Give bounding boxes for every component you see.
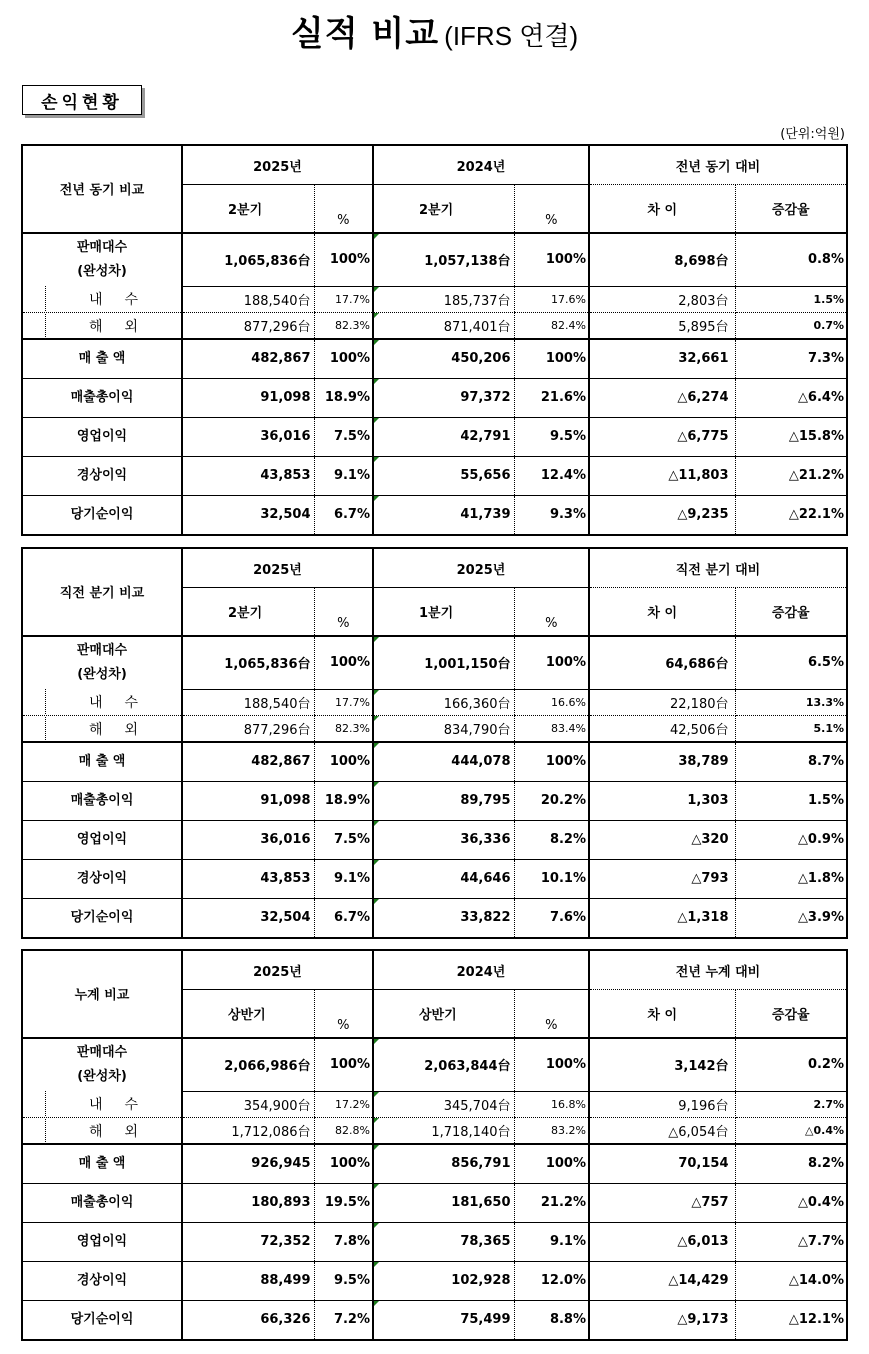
value-b: 102,928 xyxy=(373,1261,514,1300)
value-b: 444,078 xyxy=(373,742,514,782)
value-a: 188,540台 xyxy=(182,286,314,312)
rate-header: 증감율 xyxy=(735,588,847,636)
diff-value: △6,274 xyxy=(589,378,735,417)
col-b-year: 2025년 xyxy=(373,548,589,588)
col-a-year: 2025년 xyxy=(182,950,373,990)
row-label: 해외 xyxy=(22,1117,182,1144)
rate-value: △1.8% xyxy=(735,859,847,898)
pct-a: 17.7% xyxy=(314,286,373,312)
value-a: 43,853 xyxy=(182,859,314,898)
pct-b: 82.4% xyxy=(514,312,589,339)
value-b: 97,372 xyxy=(373,378,514,417)
row-label: 판매대수 (완성차) xyxy=(22,1038,182,1092)
title-sub: (IFRS 연결) xyxy=(444,21,579,51)
pct-b: 9.1% xyxy=(514,1222,589,1261)
pct-b: 10.1% xyxy=(514,859,589,898)
rate-value: △3.9% xyxy=(797,910,844,925)
pct-a: 6.7% xyxy=(314,495,373,535)
value-a: 1,065,836台 xyxy=(182,233,314,287)
rate-value: 8.7% xyxy=(735,742,847,782)
compare-header: 전년 동기 대비 xyxy=(589,145,847,185)
rate-value: 7.3% xyxy=(735,339,847,379)
table-row-domestic xyxy=(22,689,847,715)
pct-b: 83.4% xyxy=(514,715,589,742)
table-row xyxy=(22,495,847,535)
title-main: 실적 비교 xyxy=(290,14,440,54)
compare-header: 전년 누계 대비 xyxy=(589,950,847,990)
pct-b: 83.2% xyxy=(514,1117,589,1144)
row-label: 경상이익 xyxy=(22,456,182,495)
diff-value: 8,698台 xyxy=(589,233,735,287)
col-a-pct-header: % xyxy=(314,990,373,1038)
col-b-pct-header: % xyxy=(514,990,589,1038)
value-b: 89,795 xyxy=(373,781,514,820)
col-a-pct-header: % xyxy=(314,588,373,636)
value-b: 856,791 xyxy=(373,1144,514,1184)
pct-b: 12.4% xyxy=(514,456,589,495)
row-label: 매 출 액 xyxy=(22,339,182,379)
table-label: 누계 비교 xyxy=(22,950,182,1038)
col-a-year: 2025년 xyxy=(182,548,373,588)
value-b: 834,790台 xyxy=(373,715,514,742)
rate-value: △14.0% xyxy=(735,1261,847,1300)
diff-value: 22,180台 xyxy=(589,689,735,715)
pct-b: 100% xyxy=(514,339,589,379)
unit-note: (단위:억원) xyxy=(780,127,845,142)
row-label: 당기순이익 xyxy=(22,495,182,535)
rate-value: 13.3% xyxy=(735,689,847,715)
row-label: 매출총이익 xyxy=(22,781,182,820)
pct-b: 9.3% xyxy=(514,495,589,535)
pct-a: 9.1% xyxy=(314,859,373,898)
row-label: 내수 xyxy=(22,689,182,715)
value-b: 1,718,140台 xyxy=(373,1117,514,1144)
diff-value: △14,429 xyxy=(589,1261,735,1300)
table-row xyxy=(22,1144,847,1184)
pct-a: 18.9% xyxy=(314,378,373,417)
diff-value: △320 xyxy=(589,820,735,859)
value-a: 88,499 xyxy=(182,1261,314,1300)
row-label: 내수 xyxy=(22,1091,182,1117)
diff-value: 9,196台 xyxy=(589,1091,735,1117)
table-row xyxy=(22,1222,847,1261)
table-row-units xyxy=(22,233,847,287)
pct-a: 17.7% xyxy=(314,689,373,715)
row-label: 판매대수 (완성차) xyxy=(22,636,182,690)
value-a: 36,016 xyxy=(182,417,314,456)
page-title xyxy=(0,6,869,55)
row-label: 매출총이익 xyxy=(22,1183,182,1222)
value-a: 877,296台 xyxy=(182,715,314,742)
rate-value: △6.4% xyxy=(735,378,847,417)
section-badge: 손익현황 xyxy=(22,85,142,115)
value-a: 1,712,086台 xyxy=(182,1117,314,1144)
col-b-period: 1분기 xyxy=(373,588,514,636)
row-label: 경상이익 xyxy=(22,859,182,898)
value-b: 450,206 xyxy=(373,339,514,379)
rate-header: 증감율 xyxy=(735,990,847,1038)
table-row xyxy=(22,1300,847,1340)
value-b: 871,401台 xyxy=(373,312,514,339)
diff-value: △757 xyxy=(589,1183,735,1222)
col-a-period: 2분기 xyxy=(182,185,314,233)
diff-header: 차 이 xyxy=(589,990,735,1038)
row-label: 해외 xyxy=(22,715,182,742)
table-label: 직전 분기 비교 xyxy=(22,548,182,636)
diff-value: △793 xyxy=(589,859,735,898)
table-row xyxy=(22,898,847,938)
table-row-overseas xyxy=(22,715,847,742)
value-a: 180,893 xyxy=(182,1183,314,1222)
diff-value: △1,318 xyxy=(589,898,735,938)
pct-a: 82.3% xyxy=(314,312,373,339)
diff-value: △11,803 xyxy=(589,456,735,495)
rate-value: 0.8% xyxy=(735,233,847,287)
value-a: 36,016 xyxy=(182,820,314,859)
table-row-units xyxy=(22,1038,847,1092)
diff-value: 70,154 xyxy=(589,1144,735,1184)
pct-b: 17.6% xyxy=(514,286,589,312)
value-b: 44,646 xyxy=(373,859,514,898)
table-label: 전년 동기 비교 xyxy=(22,145,182,233)
diff-value: △9,235 xyxy=(589,495,735,535)
row-label: 영업이익 xyxy=(22,820,182,859)
diff-value: △6,775 xyxy=(589,417,735,456)
row-label: 당기순이익 xyxy=(22,898,182,938)
pct-a: 7.2% xyxy=(314,1300,373,1340)
diff-value: 3,142台 xyxy=(589,1038,735,1092)
diff-value: △6,054台 xyxy=(589,1117,735,1144)
table-row xyxy=(22,820,847,859)
pct-a: 100% xyxy=(314,339,373,379)
table-row xyxy=(22,456,847,495)
col-a-period: 상반기 xyxy=(182,990,314,1038)
pct-b: 9.5% xyxy=(514,417,589,456)
value-b: 42,791 xyxy=(373,417,514,456)
rate-value: △0.9% xyxy=(735,820,847,859)
pct-a: 100% xyxy=(314,233,373,287)
value-a: 926,945 xyxy=(182,1144,314,1184)
row-label: 영업이익 xyxy=(22,1222,182,1261)
pct-b: 8.8% xyxy=(514,1300,589,1340)
rate-value: △12.1% xyxy=(788,1312,844,1327)
rate-value: △0.4% xyxy=(735,1117,847,1144)
value-a: 1,065,836台 xyxy=(182,636,314,690)
pct-a: 100% xyxy=(314,1144,373,1184)
diff-value: 5,895台 xyxy=(589,312,735,339)
value-b: 1,057,138台 xyxy=(373,233,514,287)
row-label: 해외 xyxy=(22,312,182,339)
table-row-overseas xyxy=(22,312,847,339)
rate-value: 1.5% xyxy=(735,781,847,820)
pct-b: 100% xyxy=(514,742,589,782)
rate-value: △0.4% xyxy=(735,1183,847,1222)
table-row-domestic xyxy=(22,286,847,312)
comparison-table xyxy=(21,547,848,939)
value-b: 2,063,844台 xyxy=(373,1038,514,1092)
col-b-year: 2024년 xyxy=(373,145,589,185)
row-label: 내수 xyxy=(22,286,182,312)
value-b: 181,650 xyxy=(373,1183,514,1222)
col-b-pct-header: % xyxy=(514,185,589,233)
table-row-domestic xyxy=(22,1091,847,1117)
diff-value: 32,661 xyxy=(589,339,735,379)
rate-value: △21.2% xyxy=(735,456,847,495)
pct-b: 21.6% xyxy=(514,378,589,417)
table-row-units xyxy=(22,636,847,690)
col-a-pct-header: % xyxy=(314,185,373,233)
value-b: 166,360台 xyxy=(373,689,514,715)
pct-a: 19.5% xyxy=(314,1183,373,1222)
col-b-pct-header: % xyxy=(514,588,589,636)
row-label: 매 출 액 xyxy=(22,1144,182,1184)
pct-b: 100% xyxy=(514,1144,589,1184)
comparison-table xyxy=(21,949,848,1341)
pct-a: 100% xyxy=(314,636,373,690)
value-a: 91,098 xyxy=(182,781,314,820)
row-label: 경상이익 xyxy=(22,1261,182,1300)
diff-value: 64,686台 xyxy=(589,636,735,690)
diff-value: 42,506台 xyxy=(589,715,735,742)
compare-header: 직전 분기 대비 xyxy=(589,548,847,588)
value-a: 2,066,986台 xyxy=(182,1038,314,1092)
pct-a: 100% xyxy=(314,742,373,782)
rate-value: 8.2% xyxy=(735,1144,847,1184)
pct-a: 17.2% xyxy=(314,1091,373,1117)
pct-a: 100% xyxy=(314,1038,373,1092)
table-row xyxy=(22,339,847,379)
table-row xyxy=(22,781,847,820)
diff-value: △9,173 xyxy=(589,1300,735,1340)
row-label: 당기순이익 xyxy=(22,1300,182,1340)
value-b: 345,704台 xyxy=(373,1091,514,1117)
value-a: 91,098 xyxy=(182,378,314,417)
rate-value: △15.8% xyxy=(735,417,847,456)
value-b: 36,336 xyxy=(373,820,514,859)
pct-a: 82.8% xyxy=(314,1117,373,1144)
value-a: 482,867 xyxy=(182,339,314,379)
value-b: 185,737台 xyxy=(373,286,514,312)
diff-value: 38,789 xyxy=(589,742,735,782)
pct-b: 16.8% xyxy=(514,1091,589,1117)
diff-header: 차 이 xyxy=(589,185,735,233)
pct-a: 82.3% xyxy=(314,715,373,742)
rate-value: 0.7% xyxy=(735,312,847,339)
value-a: 354,900台 xyxy=(182,1091,314,1117)
table-row xyxy=(22,859,847,898)
rate-header: 증감율 xyxy=(735,185,847,233)
rate-value: 0.2% xyxy=(735,1038,847,1092)
pct-b: 16.6% xyxy=(514,689,589,715)
pct-a: 7.5% xyxy=(314,417,373,456)
table-row xyxy=(22,378,847,417)
pct-b: 12.0% xyxy=(514,1261,589,1300)
pct-b: 7.6% xyxy=(514,898,589,938)
rate-value: 1.5% xyxy=(735,286,847,312)
value-a: 43,853 xyxy=(182,456,314,495)
rate-value: 2.7% xyxy=(735,1091,847,1117)
diff-value: 2,803台 xyxy=(589,286,735,312)
value-a: 877,296台 xyxy=(182,312,314,339)
value-b: 55,656 xyxy=(373,456,514,495)
value-a: 66,326 xyxy=(260,1312,311,1327)
table-row xyxy=(22,1183,847,1222)
pct-a: 7.8% xyxy=(314,1222,373,1261)
pct-b: 100% xyxy=(514,1038,589,1092)
pct-a: 18.9% xyxy=(314,781,373,820)
pct-a: 9.1% xyxy=(314,456,373,495)
value-a: 72,352 xyxy=(182,1222,314,1261)
value-a: 32,504 xyxy=(260,910,311,925)
row-label: 매출총이익 xyxy=(22,378,182,417)
pct-a: 7.5% xyxy=(314,820,373,859)
pct-b: 21.2% xyxy=(514,1183,589,1222)
value-b: 78,365 xyxy=(373,1222,514,1261)
row-label: 판매대수 (완성차) xyxy=(22,233,182,287)
value-a: 188,540台 xyxy=(182,689,314,715)
rate-value: △22.1% xyxy=(788,507,844,522)
row-label: 매 출 액 xyxy=(22,742,182,782)
rate-value: 5.1% xyxy=(735,715,847,742)
pct-b: 20.2% xyxy=(514,781,589,820)
col-b-period: 상반기 xyxy=(373,990,514,1038)
pct-b: 8.2% xyxy=(514,820,589,859)
diff-value: 1,303 xyxy=(589,781,735,820)
pct-a: 9.5% xyxy=(314,1261,373,1300)
value-b: 41,739 xyxy=(373,495,514,535)
rate-value: △7.7% xyxy=(735,1222,847,1261)
value-a: 482,867 xyxy=(182,742,314,782)
comparison-table xyxy=(21,144,848,536)
pct-b: 100% xyxy=(514,233,589,287)
col-b-year: 2024년 xyxy=(373,950,589,990)
table-row-overseas xyxy=(22,1117,847,1144)
value-b: 33,822 xyxy=(373,898,514,938)
table-row xyxy=(22,742,847,782)
diff-value: △6,013 xyxy=(589,1222,735,1261)
row-label: 영업이익 xyxy=(22,417,182,456)
pct-a: 6.7% xyxy=(314,898,373,938)
col-a-year: 2025년 xyxy=(182,145,373,185)
table-row xyxy=(22,1261,847,1300)
col-b-period: 2분기 xyxy=(373,185,514,233)
rate-value: 6.5% xyxy=(735,636,847,690)
diff-header: 차 이 xyxy=(589,588,735,636)
table-row xyxy=(22,417,847,456)
value-b: 75,499 xyxy=(373,1300,514,1340)
value-b: 1,001,150台 xyxy=(373,636,514,690)
pct-b: 100% xyxy=(514,636,589,690)
col-a-period: 2분기 xyxy=(182,588,314,636)
value-a: 32,504 xyxy=(260,507,311,522)
